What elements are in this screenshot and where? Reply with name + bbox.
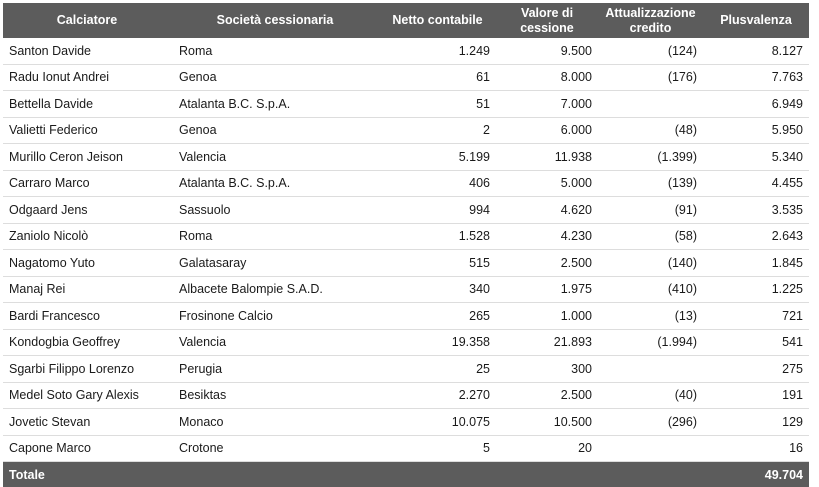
cell-credit-adjustment: (58) [598, 223, 703, 250]
cell-credit-adjustment: (40) [598, 382, 703, 409]
table-row [3, 91, 809, 118]
cell-book-value: 340 [379, 276, 496, 303]
cell-player: Zaniolo Nicolò [3, 223, 171, 250]
cell-capital-gain: 129 [703, 409, 809, 436]
cell-club: Roma [171, 223, 379, 250]
table-row [3, 250, 809, 277]
cell-player: Bettella Davide [3, 91, 171, 118]
cell-credit-adjustment [598, 91, 703, 118]
cell-book-value: 5.199 [379, 144, 496, 171]
cell-transfer-value: 11.938 [496, 144, 598, 171]
cell-credit-adjustment: (176) [598, 64, 703, 91]
cell-capital-gain: 191 [703, 382, 809, 409]
table-row [3, 276, 809, 303]
cell-book-value: 51 [379, 91, 496, 118]
cell-book-value: 515 [379, 250, 496, 277]
cell-book-value: 5 [379, 435, 496, 462]
cell-club: Sassuolo [171, 197, 379, 224]
table-row [3, 409, 809, 436]
cell-capital-gain: 721 [703, 303, 809, 330]
cell-book-value: 61 [379, 64, 496, 91]
cell-credit-adjustment: (48) [598, 117, 703, 144]
cell-player: Capone Marco [3, 435, 171, 462]
table-row [3, 329, 809, 356]
header-row [3, 3, 809, 38]
cell-club: Atalanta B.C. S.p.A. [171, 91, 379, 118]
cell-capital-gain: 541 [703, 329, 809, 356]
cell-club: Crotone [171, 435, 379, 462]
header-credit-adjustment: Attualizzazione credito [598, 3, 703, 38]
cell-club: Perugia [171, 356, 379, 383]
table-row [3, 64, 809, 91]
cell-club: Galatasaray [171, 250, 379, 277]
cell-book-value: 25 [379, 356, 496, 383]
cell-capital-gain: 8.127 [703, 38, 809, 64]
cell-player: Radu Ionut Andrei [3, 64, 171, 91]
cell-capital-gain: 5.340 [703, 144, 809, 171]
transfer-table-container [3, 3, 809, 487]
table-row [3, 303, 809, 330]
cell-player: Murillo Ceron Jeison [3, 144, 171, 171]
cell-transfer-value: 300 [496, 356, 598, 383]
table-row [3, 435, 809, 462]
cell-credit-adjustment: (1.399) [598, 144, 703, 171]
table-row [3, 170, 809, 197]
cell-transfer-value: 1.975 [496, 276, 598, 303]
cell-credit-adjustment: (91) [598, 197, 703, 224]
cell-transfer-value: 5.000 [496, 170, 598, 197]
capital-gains-table [3, 3, 809, 487]
cell-credit-adjustment: (124) [598, 38, 703, 64]
total-row [3, 462, 809, 487]
table-body [3, 38, 809, 462]
cell-club: Genoa [171, 117, 379, 144]
cell-capital-gain: 5.950 [703, 117, 809, 144]
cell-capital-gain: 1.225 [703, 276, 809, 303]
cell-club: Valencia [171, 144, 379, 171]
cell-player: Manaj Rei [3, 276, 171, 303]
cell-club: Besiktas [171, 382, 379, 409]
cell-credit-adjustment: (140) [598, 250, 703, 277]
table-row [3, 38, 809, 64]
table-row [3, 117, 809, 144]
header-capital-gain: Plusvalenza [703, 3, 809, 38]
cell-transfer-value: 8.000 [496, 64, 598, 91]
cell-credit-adjustment: (296) [598, 409, 703, 436]
cell-player: Kondogbia Geoffrey [3, 329, 171, 356]
cell-book-value: 406 [379, 170, 496, 197]
cell-book-value: 19.358 [379, 329, 496, 356]
cell-transfer-value: 10.500 [496, 409, 598, 436]
cell-credit-adjustment [598, 435, 703, 462]
table-header [3, 3, 809, 38]
cell-transfer-value: 2.500 [496, 382, 598, 409]
cell-capital-gain: 7.763 [703, 64, 809, 91]
cell-transfer-value: 2.500 [496, 250, 598, 277]
table-row [3, 382, 809, 409]
cell-club: Genoa [171, 64, 379, 91]
cell-player: Medel Soto Gary Alexis [3, 382, 171, 409]
header-transfer-value: Valore di cessione [496, 3, 598, 38]
cell-book-value: 2 [379, 117, 496, 144]
header-club: Società cessionaria [171, 3, 379, 38]
cell-player: Bardi Francesco [3, 303, 171, 330]
cell-capital-gain: 16 [703, 435, 809, 462]
cell-player: Carraro Marco [3, 170, 171, 197]
cell-club: Monaco [171, 409, 379, 436]
cell-club: Frosinone Calcio [171, 303, 379, 330]
cell-book-value: 1.249 [379, 38, 496, 64]
cell-credit-adjustment: (410) [598, 276, 703, 303]
cell-player: Valietti Federico [3, 117, 171, 144]
cell-transfer-value: 1.000 [496, 303, 598, 330]
cell-credit-adjustment: (139) [598, 170, 703, 197]
total-capital-gain: 49.704 [703, 462, 809, 487]
cell-transfer-value: 9.500 [496, 38, 598, 64]
cell-player: Nagatomo Yuto [3, 250, 171, 277]
cell-credit-adjustment: (1.994) [598, 329, 703, 356]
cell-book-value: 2.270 [379, 382, 496, 409]
table-footer [3, 462, 809, 487]
cell-capital-gain: 3.535 [703, 197, 809, 224]
cell-club: Valencia [171, 329, 379, 356]
cell-book-value: 994 [379, 197, 496, 224]
cell-transfer-value: 20 [496, 435, 598, 462]
cell-player: Sgarbi Filippo Lorenzo [3, 356, 171, 383]
total-label: Totale [3, 462, 703, 487]
cell-club: Atalanta B.C. S.p.A. [171, 170, 379, 197]
cell-credit-adjustment: (13) [598, 303, 703, 330]
cell-capital-gain: 6.949 [703, 91, 809, 118]
cell-credit-adjustment [598, 356, 703, 383]
cell-player: Jovetic Stevan [3, 409, 171, 436]
cell-capital-gain: 2.643 [703, 223, 809, 250]
table-row [3, 197, 809, 224]
cell-capital-gain: 275 [703, 356, 809, 383]
header-player: Calciatore [3, 3, 171, 38]
table-row [3, 356, 809, 383]
cell-player: Santon Davide [3, 38, 171, 64]
table-row [3, 223, 809, 250]
cell-club: Albacete Balompie S.A.D. [171, 276, 379, 303]
cell-transfer-value: 4.620 [496, 197, 598, 224]
cell-player: Odgaard Jens [3, 197, 171, 224]
cell-book-value: 1.528 [379, 223, 496, 250]
table-row [3, 144, 809, 171]
cell-transfer-value: 4.230 [496, 223, 598, 250]
cell-capital-gain: 1.845 [703, 250, 809, 277]
cell-transfer-value: 6.000 [496, 117, 598, 144]
cell-book-value: 265 [379, 303, 496, 330]
cell-capital-gain: 4.455 [703, 170, 809, 197]
cell-transfer-value: 21.893 [496, 329, 598, 356]
cell-book-value: 10.075 [379, 409, 496, 436]
header-book-value: Netto contabile [379, 3, 496, 38]
cell-club: Roma [171, 38, 379, 64]
cell-transfer-value: 7.000 [496, 91, 598, 118]
